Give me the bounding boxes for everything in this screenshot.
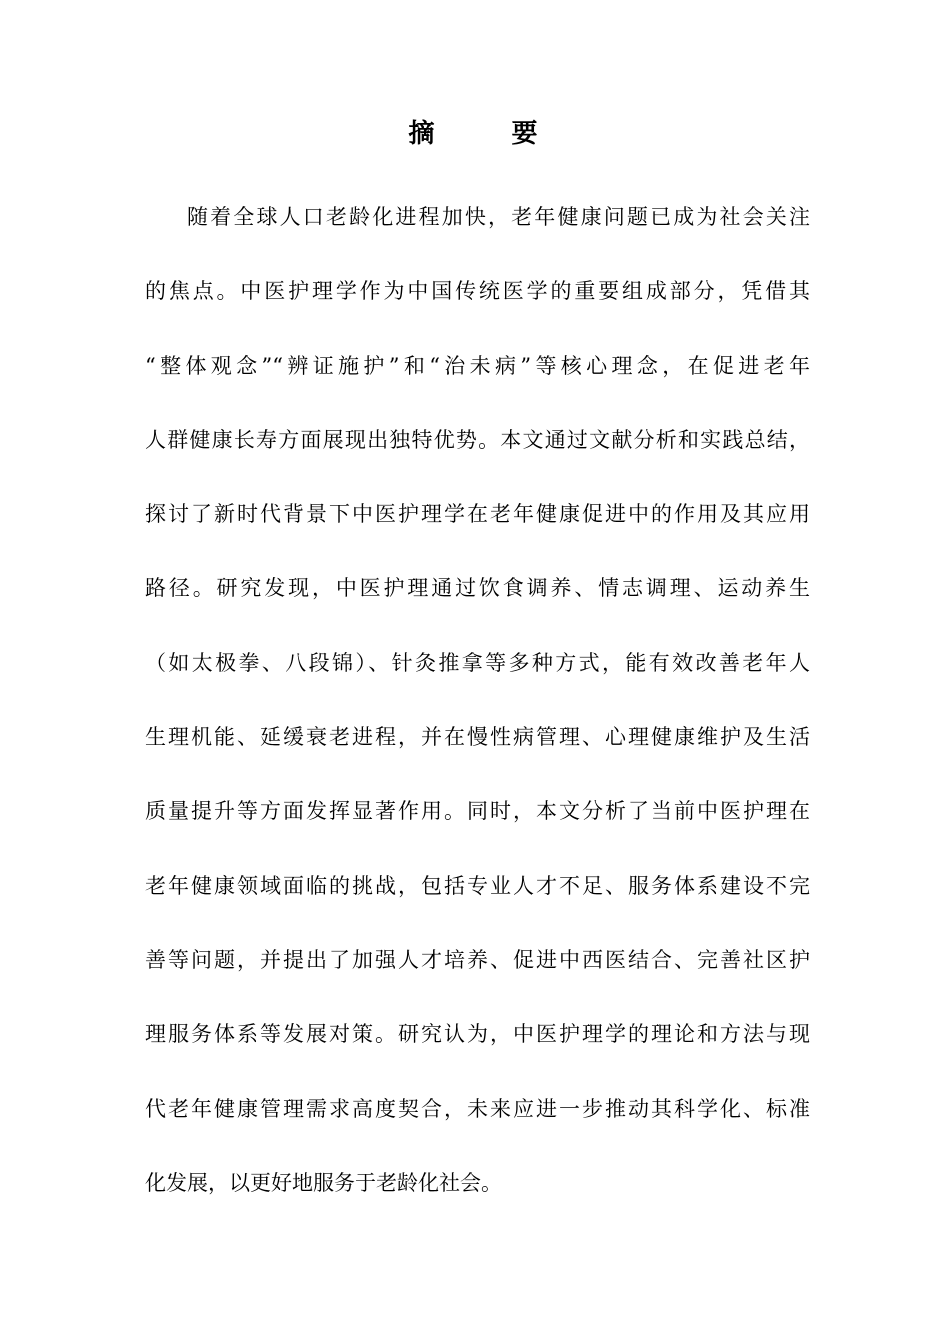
abstract-body (145, 180, 810, 1220)
abstract-line: 人群健康长寿方面展现出独特优势。本文通过文献分析和实践总结， (145, 427, 810, 452)
abstract-line: 的焦点。中医护理学作为中国传统医学的重要组成部分，凭借其 (145, 279, 810, 304)
abstract-line: 老年健康领域面临的挑战，包括专业人才不足、服务体系建设不完 (145, 873, 810, 898)
abstract-line: 路径。研究发现，中医护理通过饮食调养、情志调理、运动养生 (145, 576, 810, 601)
abstract-line: 理服务体系等发展对策。研究认为，中医护理学的理论和方法与现 (145, 1022, 810, 1047)
abstract-line: “整体观念”“辨证施护”和“治未病”等核心理念，在促进老年 (145, 353, 810, 378)
abstract-title: 摘 要 (408, 119, 572, 149)
abstract-line: 化发展，以更好地服务于老龄化社会。 (145, 1170, 502, 1195)
abstract-line: （如太极拳、八段锦）、针灸推拿等多种方式，能有效改善老年人 (145, 650, 810, 675)
abstract-line: 生理机能、延缓衰老进程，并在慢性病管理、心理健康维护及生活 (145, 725, 810, 750)
abstract-line: 探讨了新时代背景下中医护理学在老年健康促进中的作用及其应用 (145, 502, 810, 527)
abstract-line: 随着全球人口老龄化进程加快，老年健康问题已成为社会关注 (187, 205, 810, 229)
abstract-line: 质量提升等方面发挥显著作用。同时，本文分析了当前中医护理在 (145, 799, 810, 824)
abstract-line: 代老年健康管理需求高度契合，未来应进一步推动其科学化、标准 (145, 1096, 810, 1121)
abstract-line: 善等问题，并提出了加强人才培养、促进中西医结合、完善社区护 (145, 947, 810, 972)
